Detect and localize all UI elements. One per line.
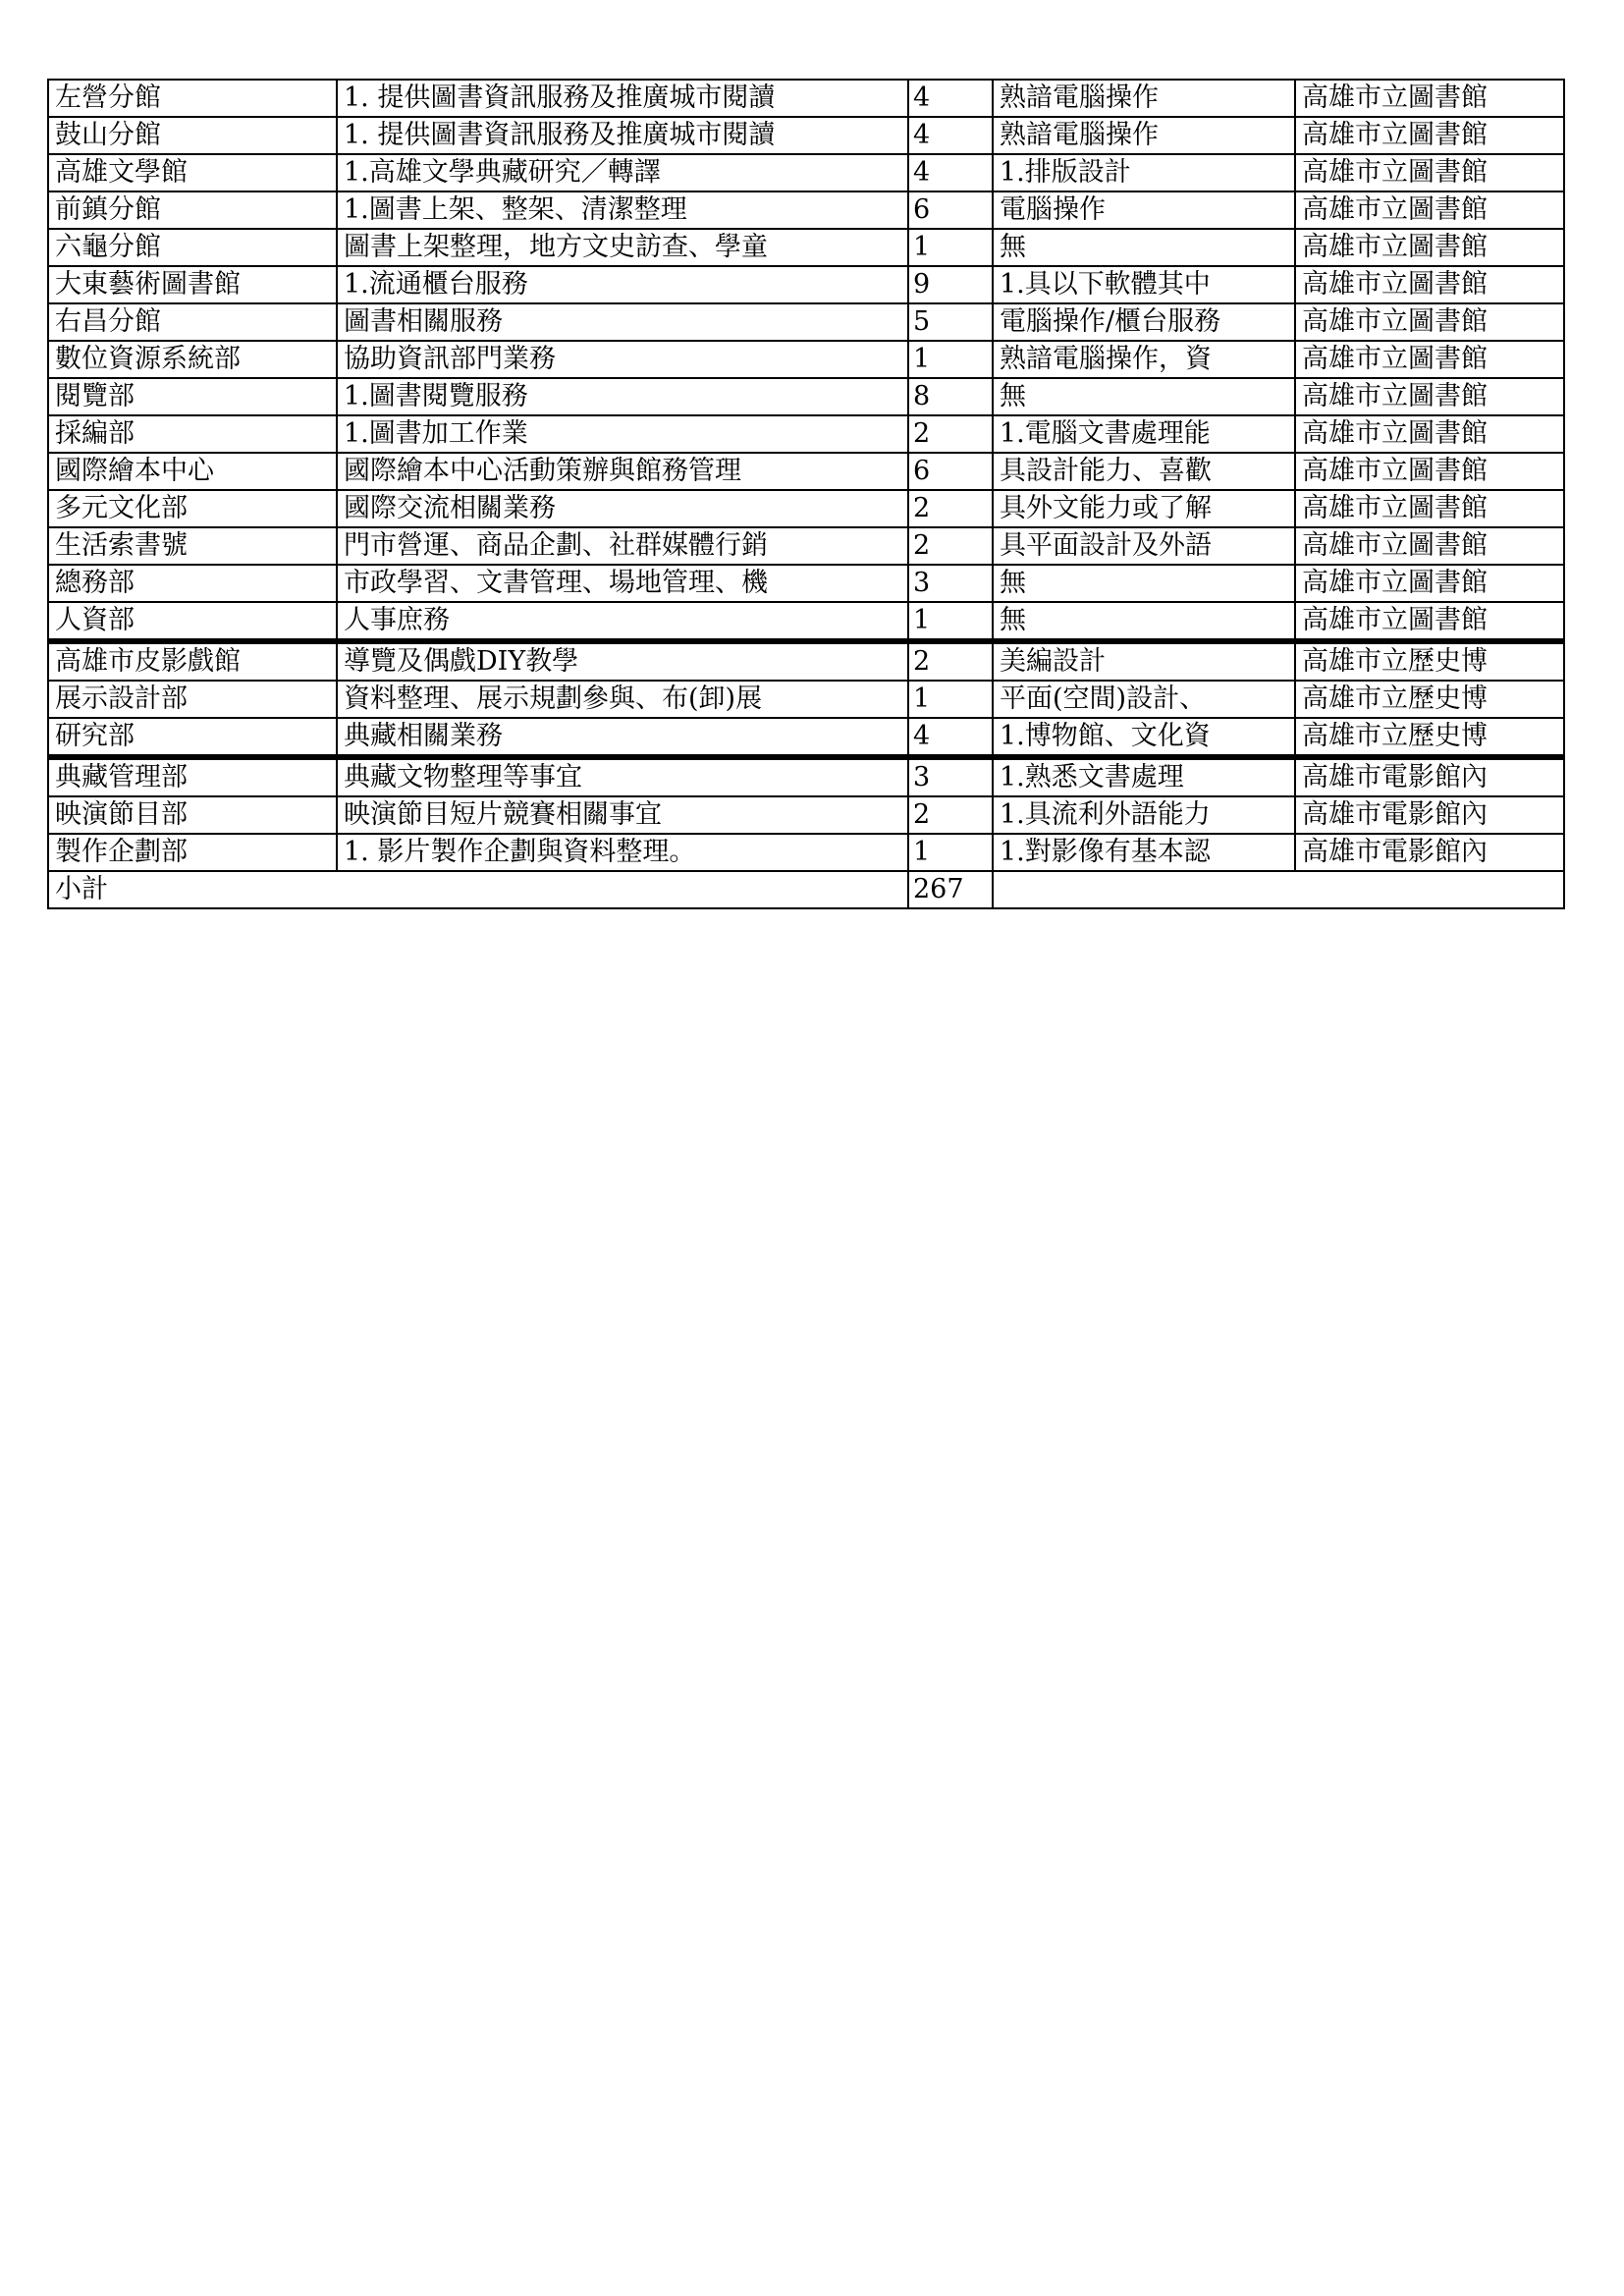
unit-cell: 大東藝術圖書館 bbox=[48, 266, 337, 303]
unit-cell: 展示設計部 bbox=[48, 681, 337, 718]
count-cell: 9 bbox=[908, 266, 993, 303]
duty-cell: 典藏文物整理等事宜 bbox=[337, 757, 908, 796]
skill-cell: 無 bbox=[993, 565, 1295, 602]
table-row bbox=[48, 303, 1564, 341]
table-row bbox=[48, 80, 1564, 117]
unit-cell: 研究部 bbox=[48, 718, 337, 757]
skill-cell: 1.熟悉文書處理 bbox=[993, 757, 1295, 796]
duty-cell: 市政學習、文書管理、場地管理、機 bbox=[337, 565, 908, 602]
skill-cell: 無 bbox=[993, 378, 1295, 415]
skill-cell: 無 bbox=[993, 229, 1295, 266]
org-cell: 高雄市立圖書館 bbox=[1295, 117, 1564, 154]
org-cell: 高雄市立圖書館 bbox=[1295, 565, 1564, 602]
subtotal-empty-cell bbox=[993, 871, 1564, 908]
count-cell: 4 bbox=[908, 718, 993, 757]
unit-cell: 六龜分館 bbox=[48, 229, 337, 266]
count-cell: 4 bbox=[908, 80, 993, 117]
count-cell: 1 bbox=[908, 341, 993, 378]
org-cell: 高雄市立圖書館 bbox=[1295, 341, 1564, 378]
count-cell: 5 bbox=[908, 303, 993, 341]
org-cell: 高雄市立圖書館 bbox=[1295, 453, 1564, 490]
skill-cell: 熟諳電腦操作 bbox=[993, 117, 1295, 154]
skill-cell: 電腦操作/櫃台服務 bbox=[993, 303, 1295, 341]
org-cell: 高雄市電影館內 bbox=[1295, 796, 1564, 834]
org-cell: 高雄市立圖書館 bbox=[1295, 527, 1564, 565]
table-row bbox=[48, 796, 1564, 834]
count-cell: 2 bbox=[908, 415, 993, 453]
duty-cell: 門市營運、商品企劃、社群媒體行銷 bbox=[337, 527, 908, 565]
skill-cell: 具外文能力或了解 bbox=[993, 490, 1295, 527]
table-row bbox=[48, 453, 1564, 490]
duty-cell: 1.圖書閱覽服務 bbox=[337, 378, 908, 415]
org-cell: 高雄市立圖書館 bbox=[1295, 154, 1564, 191]
skill-cell: 電腦操作 bbox=[993, 191, 1295, 229]
table-row bbox=[48, 415, 1564, 453]
skill-cell: 1.具以下軟體其中 bbox=[993, 266, 1295, 303]
org-cell: 高雄市立歷史博 bbox=[1295, 641, 1564, 681]
duty-cell: 1. 提供圖書資訊服務及推廣城市閱讀 bbox=[337, 80, 908, 117]
duty-cell: 國際繪本中心活動策辦與館務管理 bbox=[337, 453, 908, 490]
table-row bbox=[48, 378, 1564, 415]
count-cell: 2 bbox=[908, 490, 993, 527]
unit-cell: 採編部 bbox=[48, 415, 337, 453]
duty-cell: 1.流通櫃台服務 bbox=[337, 266, 908, 303]
table-row bbox=[48, 191, 1564, 229]
unit-cell: 總務部 bbox=[48, 565, 337, 602]
count-cell: 1 bbox=[908, 229, 993, 266]
skill-cell: 1.電腦文書處理能 bbox=[993, 415, 1295, 453]
duty-cell: 映演節目短片競賽相關事宜 bbox=[337, 796, 908, 834]
table-row bbox=[48, 490, 1564, 527]
unit-cell: 人資部 bbox=[48, 602, 337, 641]
skill-cell: 平面(空間)設計、 bbox=[993, 681, 1295, 718]
duty-cell: 導覽及偶戲DIY教學 bbox=[337, 641, 908, 681]
skill-cell: 具設計能力、喜歡 bbox=[993, 453, 1295, 490]
table-row bbox=[48, 341, 1564, 378]
count-cell: 6 bbox=[908, 453, 993, 490]
duty-cell: 典藏相關業務 bbox=[337, 718, 908, 757]
count-cell: 3 bbox=[908, 565, 993, 602]
unit-cell: 高雄文學館 bbox=[48, 154, 337, 191]
unit-cell: 製作企劃部 bbox=[48, 834, 337, 871]
duty-cell: 1. 影片製作企劃與資料整理。 bbox=[337, 834, 908, 871]
unit-cell: 數位資源系統部 bbox=[48, 341, 337, 378]
skill-cell: 1.排版設計 bbox=[993, 154, 1295, 191]
skill-cell: 1.博物館、文化資 bbox=[993, 718, 1295, 757]
table-row bbox=[48, 117, 1564, 154]
skill-cell: 1.具流利外語能力 bbox=[993, 796, 1295, 834]
unit-cell: 前鎮分館 bbox=[48, 191, 337, 229]
skill-cell: 無 bbox=[993, 602, 1295, 641]
unit-cell: 典藏管理部 bbox=[48, 757, 337, 796]
count-cell: 6 bbox=[908, 191, 993, 229]
unit-cell: 鼓山分館 bbox=[48, 117, 337, 154]
duty-cell: 人事庶務 bbox=[337, 602, 908, 641]
count-cell: 2 bbox=[908, 641, 993, 681]
duty-cell: 1.高雄文學典藏研究／轉譯 bbox=[337, 154, 908, 191]
unit-cell: 閱覽部 bbox=[48, 378, 337, 415]
duty-cell: 圖書相關服務 bbox=[337, 303, 908, 341]
subtotal-count: 267 bbox=[908, 871, 993, 908]
org-cell: 高雄市電影館內 bbox=[1295, 834, 1564, 871]
duty-cell: 1.圖書加工作業 bbox=[337, 415, 908, 453]
unit-cell: 國際繪本中心 bbox=[48, 453, 337, 490]
skill-cell: 美編設計 bbox=[993, 641, 1295, 681]
unit-cell: 映演節目部 bbox=[48, 796, 337, 834]
skill-cell: 具平面設計及外語 bbox=[993, 527, 1295, 565]
unit-cell: 左營分館 bbox=[48, 80, 337, 117]
table-row bbox=[48, 154, 1564, 191]
org-cell: 高雄市立歷史博 bbox=[1295, 718, 1564, 757]
duty-cell: 資料整理、展示規劃參與、布(卸)展 bbox=[337, 681, 908, 718]
org-cell: 高雄市立歷史博 bbox=[1295, 681, 1564, 718]
skill-cell: 1.對影像有基本認 bbox=[993, 834, 1295, 871]
table-row bbox=[48, 641, 1564, 681]
duty-cell: 圖書上架整理，地方文史訪查、學童 bbox=[337, 229, 908, 266]
duty-cell: 國際交流相關業務 bbox=[337, 490, 908, 527]
org-cell: 高雄市立圖書館 bbox=[1295, 602, 1564, 641]
org-cell: 高雄市立圖書館 bbox=[1295, 80, 1564, 117]
unit-cell: 生活索書號 bbox=[48, 527, 337, 565]
count-cell: 1 bbox=[908, 834, 993, 871]
skill-cell: 熟諳電腦操作 bbox=[993, 80, 1295, 117]
table-row bbox=[48, 527, 1564, 565]
org-cell: 高雄市立圖書館 bbox=[1295, 415, 1564, 453]
org-cell: 高雄市立圖書館 bbox=[1295, 266, 1564, 303]
unit-cell: 右昌分館 bbox=[48, 303, 337, 341]
duty-cell: 協助資訊部門業務 bbox=[337, 341, 908, 378]
table-row bbox=[48, 565, 1564, 602]
count-cell: 2 bbox=[908, 527, 993, 565]
subtotal-label: 小計 bbox=[48, 871, 908, 908]
table-row bbox=[48, 834, 1564, 871]
table-row bbox=[48, 757, 1564, 796]
unit-cell: 多元文化部 bbox=[48, 490, 337, 527]
org-cell: 高雄市立圖書館 bbox=[1295, 378, 1564, 415]
duty-cell: 1. 提供圖書資訊服務及推廣城市閱讀 bbox=[337, 117, 908, 154]
subtotal-row bbox=[48, 871, 1564, 908]
count-cell: 8 bbox=[908, 378, 993, 415]
org-cell: 高雄市立圖書館 bbox=[1295, 191, 1564, 229]
table-row bbox=[48, 602, 1564, 641]
org-cell: 高雄市立圖書館 bbox=[1295, 303, 1564, 341]
unit-cell: 高雄市皮影戲館 bbox=[48, 641, 337, 681]
table-row bbox=[48, 681, 1564, 718]
table-row bbox=[48, 229, 1564, 266]
count-cell: 1 bbox=[908, 681, 993, 718]
table-row bbox=[48, 266, 1564, 303]
org-cell: 高雄市立圖書館 bbox=[1295, 490, 1564, 527]
duty-cell: 1.圖書上架、整架、清潔整理 bbox=[337, 191, 908, 229]
org-cell: 高雄市立圖書館 bbox=[1295, 229, 1564, 266]
table-row bbox=[48, 718, 1564, 757]
count-cell: 4 bbox=[908, 154, 993, 191]
skill-cell: 熟諳電腦操作，資 bbox=[993, 341, 1295, 378]
org-cell: 高雄市電影館內 bbox=[1295, 757, 1564, 796]
count-cell: 3 bbox=[908, 757, 993, 796]
count-cell: 1 bbox=[908, 602, 993, 641]
staffing-table bbox=[47, 79, 1565, 909]
table-body bbox=[48, 80, 1564, 908]
count-cell: 4 bbox=[908, 117, 993, 154]
count-cell: 2 bbox=[908, 796, 993, 834]
